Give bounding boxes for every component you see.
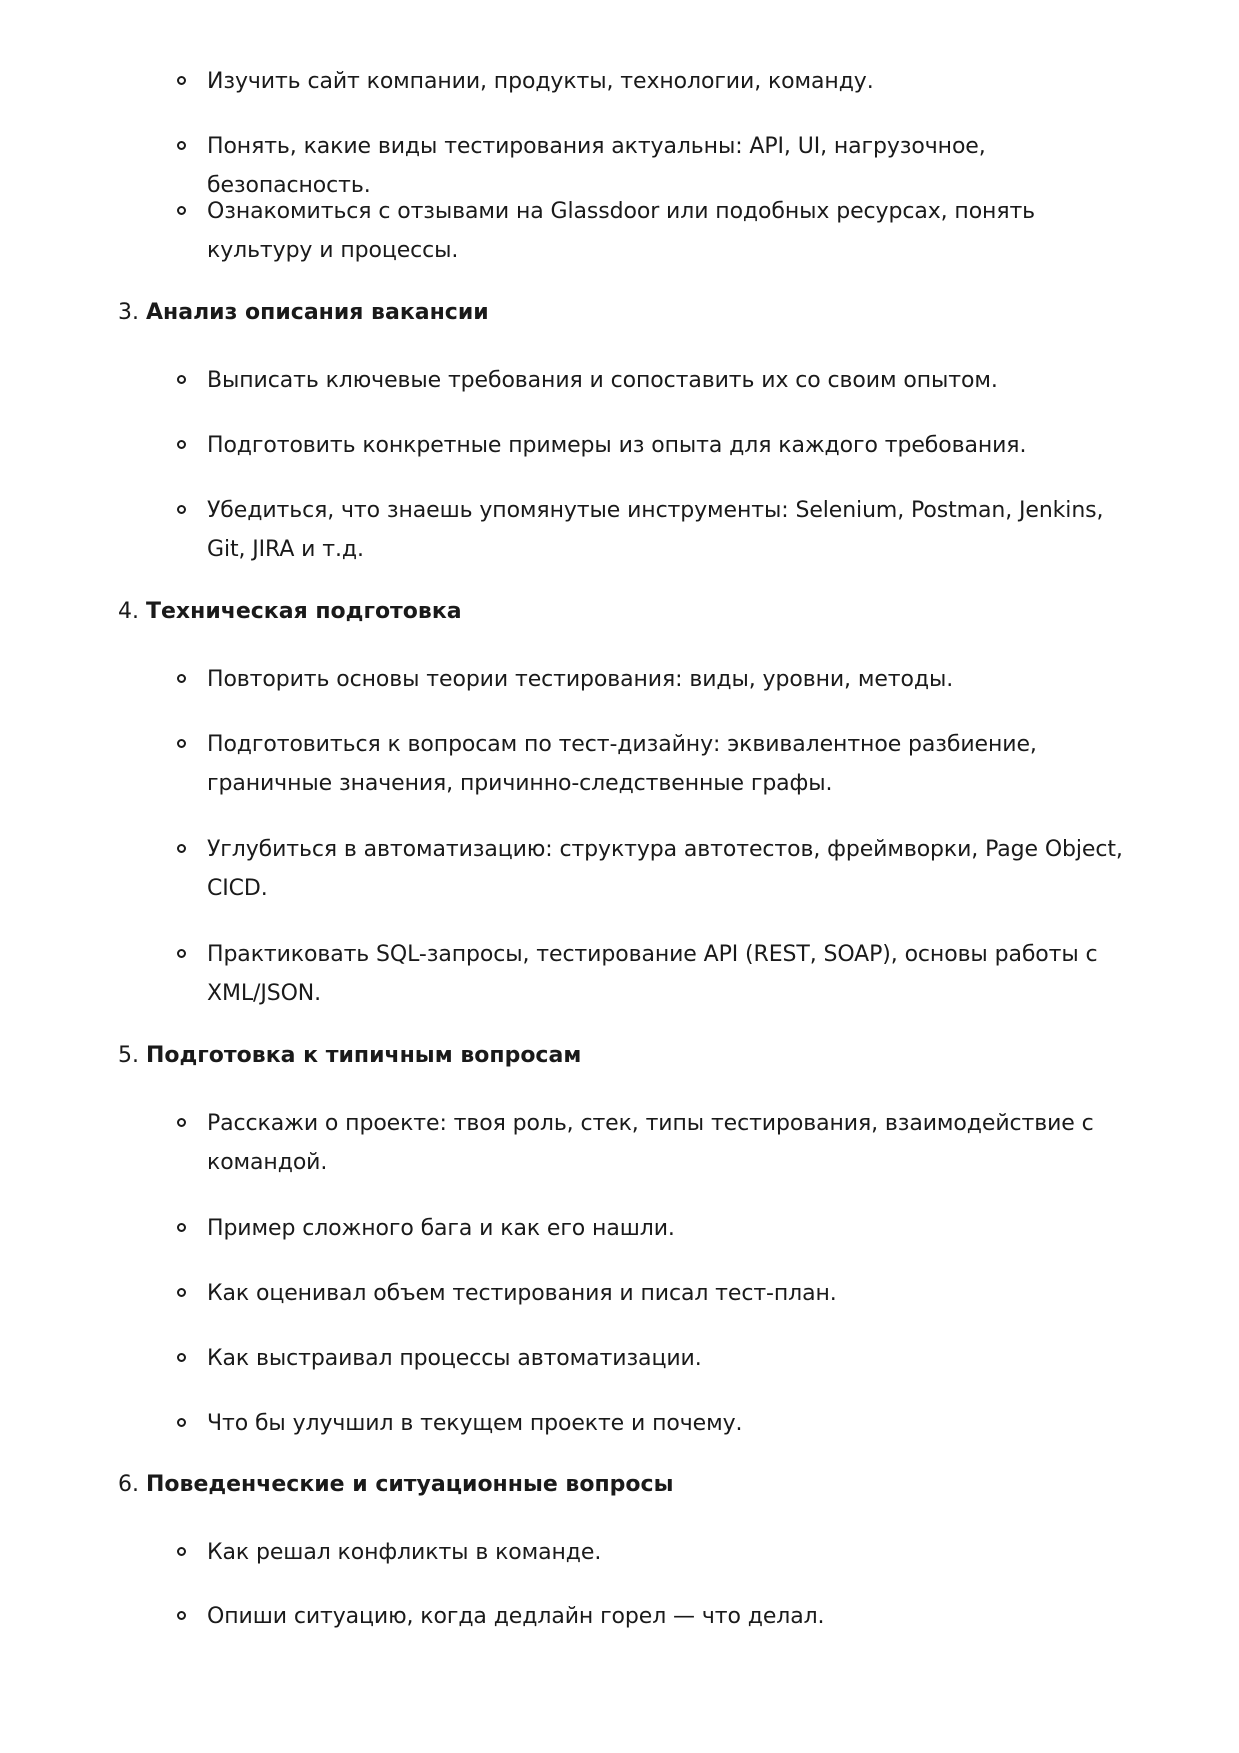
list-item-text: Изучить сайт компании, продукты, технологии, команду. bbox=[207, 69, 874, 94]
section-number: 3. bbox=[118, 300, 139, 325]
list-item-text: Пример сложного бага и как его нашли. bbox=[207, 1216, 675, 1241]
circle-bullet-icon bbox=[177, 1353, 186, 1362]
list-item-text: Убедиться, что знаешь упомянутые инструменты: Selenium, Postman, Jenkins, Git, JIRA и т.д. bbox=[207, 498, 1104, 562]
circle-bullet-icon bbox=[177, 440, 186, 449]
circle-bullet-icon bbox=[177, 1418, 186, 1427]
section-title: Техническая подготовка bbox=[146, 599, 462, 624]
circle-bullet-icon bbox=[177, 1288, 186, 1297]
list-item-text: Что бы улучшил в текущем проекте и почему. bbox=[207, 1411, 743, 1436]
section-heading bbox=[118, 1040, 581, 1072]
list-item-text: Как выстраивал процессы автоматизации. bbox=[207, 1346, 702, 1371]
circle-bullet-icon bbox=[177, 739, 186, 748]
list-item-text: Расскажи о проекте: твоя роль, стек, типы тестирования, взаимодействие с командой. bbox=[207, 1111, 1094, 1175]
list-item-text: Как оценивал объем тестирования и писал тест-план. bbox=[207, 1281, 837, 1306]
circle-bullet-icon bbox=[177, 141, 186, 150]
list-item-text: Подготовиться к вопросам по тест-дизайну: эквивалентное разбиение, граничные значения, причинно-следственные графы. bbox=[207, 732, 1037, 796]
list-item-text: Углубиться в автоматизацию: структура автотестов, фреймворки, Page Object, CICD. bbox=[207, 837, 1123, 901]
section-number: 6. bbox=[118, 1472, 139, 1497]
circle-bullet-icon bbox=[177, 844, 186, 853]
list-item-text: Подготовить конкретные примеры из опыта для каждого требования. bbox=[207, 433, 1027, 458]
circle-bullet-icon bbox=[177, 505, 186, 514]
circle-bullet-icon bbox=[177, 674, 186, 683]
circle-bullet-icon bbox=[177, 206, 186, 215]
section-heading bbox=[118, 596, 462, 628]
section-number: 5. bbox=[118, 1043, 139, 1068]
circle-bullet-icon bbox=[177, 949, 186, 958]
list-item-text: Как решал конфликты в команде. bbox=[207, 1540, 602, 1565]
list-item-text: Повторить основы теории тестирования: виды, уровни, методы. bbox=[207, 667, 954, 692]
list-item-text: Понять, какие виды тестирования актуальны: API, UI, нагрузочное, безопасность. bbox=[207, 134, 986, 198]
section-title: Анализ описания вакансии bbox=[146, 300, 489, 325]
circle-bullet-icon bbox=[177, 375, 186, 384]
circle-bullet-icon bbox=[177, 76, 186, 85]
section-heading bbox=[118, 297, 489, 329]
circle-bullet-icon bbox=[177, 1611, 186, 1620]
list-item-text: Опиши ситуацию, когда дедлайн горел — что делал. bbox=[207, 1604, 825, 1629]
list-item-text: Практиковать SQL-запросы, тестирование API (REST, SOAP), основы работы с XML/JSON. bbox=[207, 942, 1098, 1006]
list-item-text: Выписать ключевые требования и сопоставить их со своим опытом. bbox=[207, 368, 998, 393]
section-title: Подготовка к типичным вопросам bbox=[146, 1043, 582, 1068]
section-number: 4. bbox=[118, 599, 139, 624]
list-item-text: Ознакомиться с отзывами на Glassdoor или подобных ресурсах, понять культуру и процессы. bbox=[207, 199, 1036, 263]
section-heading bbox=[118, 1469, 673, 1501]
circle-bullet-icon bbox=[177, 1223, 186, 1232]
circle-bullet-icon bbox=[177, 1118, 186, 1127]
circle-bullet-icon bbox=[177, 1547, 186, 1556]
section-title: Поведенческие и ситуационные вопросы bbox=[146, 1472, 674, 1497]
